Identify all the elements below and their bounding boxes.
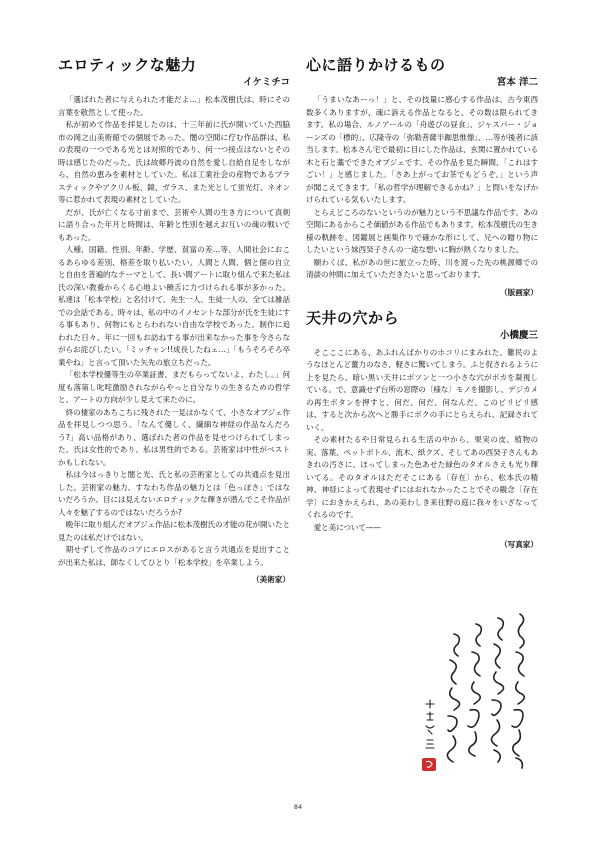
article-author: 小橋慶三 (499, 329, 538, 341)
paragraph: 私が初めて作品を拝見したのは、十三年前に氏が開いていた西脇市の岡之山美術館での個展であった。闇の空間に佇む作品群は、私の表現の一つである光とは対照的であり、何一つ接点はないとその時は感じたのだった。氏は故郷丹波の自然を愛し自給自足をしながら、自然の恵みを素材としていた。私は工業社会の産物であるプラスティックやアクリル板、鏡、ガラス、また光として蛍光灯、ネオン等に惹かれて表現の素材としていた。 (58, 120, 290, 204)
paragraph: 私は今はっきりと闇と光、氏と私の芸術家としての共通点を見出した。芸術家の魅力、すなわち作品の魅力とは「色っぽさ」ではないだろうか。目には見えないエロティックな輝きが潜んでこそ作品が人々を魅了するのではないだろうか? (58, 470, 290, 517)
article-title: エロティックな魅力 (58, 56, 197, 74)
article-body (306, 347, 538, 535)
paragraph: 人種、国籍、性別、年齢、学歴、貧富の差…等、人間社会におこるあらゆる差別、格差を取り払いたい。人間と人間、個と個の自立と自由を普遍的なテーマとして、長い間アートに取り組んで来た私は氏の深い教養からくる心地よい饒舌に力づけられる事が多かった。私達は「松本学校」と名付けて、先生一人、生徒一人の、全ては雑話での会話である。時々は、私の中のイノセントな部分が氏を生徒にする事もあり、何物にもとらわれない自由な学校であった。制作に追われた日々、年に一回もお訪ねする事が出来なかった事を今さらながらお詫びしたい。「ミッチャン!!成長したねェ…」「もうそろそろ卒業やね」と言って頂いた矢先の旅立ちだった。 (58, 245, 290, 367)
article-title: 天井の穴から (306, 308, 400, 327)
article-title: 心に語りかけるもの (306, 56, 446, 74)
author-credit: （版画家） (500, 287, 538, 297)
paragraph: そこここにある、あふれんばかりのホコリにまみれた、難民のようなほとんど薑力のなさ、軽さに驚いてしまう。ふと促されるように上を見たら、暗い黒い天井にポツンと一つ小さな穴がポカを凝視している。で、意識せず台所の窓際の〔様な〕モノを撮影し、デジカメの再生ボタンを押すと、何だ、何だ、何なんだ、このピリピリ感は、すると次から次へと勝手にボクの手にとらえられ、記録されていく。 (306, 347, 538, 432)
author-credit: （写真家） (500, 540, 538, 549)
article-section-1 (306, 55, 538, 300)
article-author: イケミチコ (243, 77, 290, 88)
paragraph: 「うまいなあーっ！」と、その技量に感心する作品は、古今東西数多くありますが、魂に訴える作品となると、その数は限られてきます。私の場合、ルノアールの「舟遊びの昼食」、ジャスパー・ジョーンズの「標的」、広隆寺の「弥勒菩薩半跏思惟像」、…等が後者に該当します。松本さん宅で最初に目にした作品は、玄関に置かれている木と石と藁でできたオブジェです。その作品を見た瞬間、「これはすごい！」と感じました。「さあ上がってお茶でもどうぞ。」という声が聞こえてきます。「私の哲学が理解できるかね？」と問いをなげかけられている気もいたします。 (306, 95, 538, 204)
page-number: 84 (293, 803, 303, 811)
left-column (58, 55, 290, 587)
article-section-2 (306, 308, 538, 553)
paragraph: その素材たるや日常見られる生活の中から、果実の皮、植物の実、落葉、ペットボトル、流木、紙クズ、そしてあの西癸子さんもあきれの汚さに、ほってしまった色あせた緑色のタオルさえも光り輝いてる。そのタオルはただそこにある〔存在〕から、松本氏の精神、神経によって表現せずにはおれなかったことでその観念〔存在学〕におきかえられ、あの美わしき来住野の庭に我々をいざなってくれるのです。 (306, 435, 538, 519)
paragraph: 願わくば、私があの世に旅立った時、川を渡った先の桃源郷での清談の仲間に加えていただきたいと思っております。 (306, 257, 538, 279)
author-credit: （美術家） (252, 575, 290, 584)
paragraph: 「松本学校優等生の卒業証書、まだもらってないよ、わたし。」何度も落第し叱咤激励されながらやっと自分なりの生きるための哲学と、アートの方向が少し見えて来たのに。 (58, 370, 290, 404)
article-body (306, 94, 538, 282)
article-body (58, 94, 290, 569)
calligraphy-image (400, 608, 532, 778)
paragraph: 終の棲家のあちこちに残された一見はかなくて、小さなオブジェ作品を拝見しつつ思う。「なんて優しく、繊細な神経の作品なんだろう?」高い品格があり、選ばれた者の作品を見せつけられてしまった。氏は女性的であり、私は男性的である。芸術家は中性がベストかもしれない。 (58, 407, 290, 467)
paragraph: 愛と美について—— (313, 522, 381, 532)
paragraph: とらえどころのないというのが魅力という不思議な作品です。あの空間にあるからこそ価値がある作品でもあります。松本茂樹氏の生き様の軌跡を、図鑑展と画集作りで確かな形にして、兄への贈り物にしたいという妹西癸子さんの一途な想いに胸が熱くなりました。 (306, 207, 538, 254)
paragraph: 晩年に取り組んだオブジェ作品に松本茂樹氏の才能の花が開いたと見たのは私だけではない。 (58, 520, 290, 542)
paragraph: だが、氏が亡くなる寸前まで、芸術や人間の生き方について真剣に語り合った年月と時間は、年齢と性別を越えお互いの魂の戦いでもあった。 (58, 207, 290, 242)
right-column (306, 55, 538, 552)
article-author: 宮本 洋二 (496, 77, 538, 88)
paragraph: 期せずして作品のコアにエロスがあると言う共通点を見出すことが出来た私は、師なくしてひとり「松本学校」を卒業しよう。 (58, 545, 290, 567)
paragraph: 「選ばれた者に与えられた才能だよ…」松本茂樹氏は、時にその言葉を敬然として使った。 (58, 95, 290, 117)
